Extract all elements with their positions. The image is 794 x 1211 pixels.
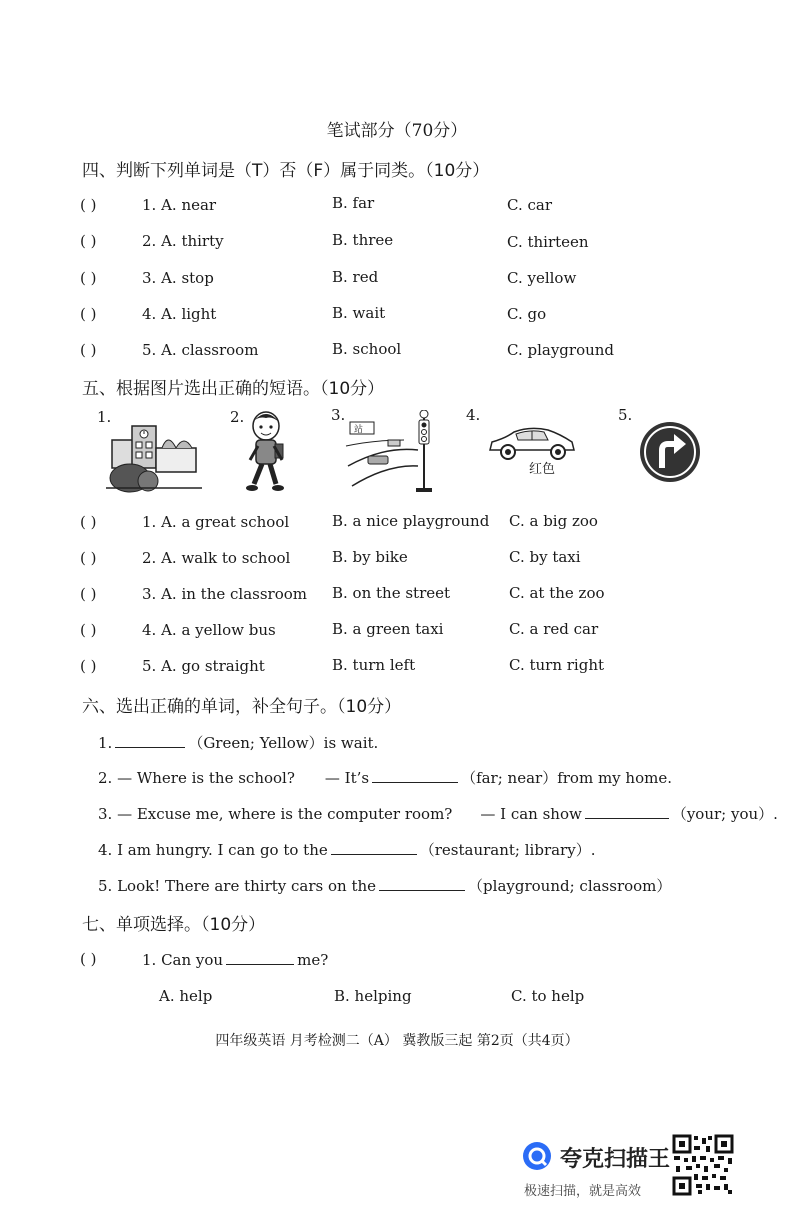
sentence-text: （Green; Yellow）is wait. bbox=[188, 734, 379, 752]
option-c: C. turn right bbox=[509, 656, 605, 674]
answer-blank[interactable] bbox=[379, 876, 465, 891]
car-picture bbox=[486, 422, 578, 462]
option-a: 4. A. a yellow bus bbox=[142, 621, 276, 639]
option-c: C. thirteen bbox=[507, 233, 589, 251]
picture-number: 4. bbox=[466, 406, 481, 424]
option-a: 4. A. light bbox=[142, 305, 217, 323]
section-6-heading: 六、选出正确的单词，补全句子。（10分） bbox=[82, 697, 402, 717]
picture-number: 5. bbox=[618, 406, 633, 424]
sentence-text: （far; near）from my home. bbox=[461, 769, 672, 787]
sentence-text: （restaurant; library）. bbox=[419, 841, 596, 859]
option-c: C. to help bbox=[511, 987, 585, 1005]
page-title: 笔试部分（70分） bbox=[326, 121, 468, 141]
option-a: 5. A. go straight bbox=[142, 657, 265, 675]
answer-paren[interactable]: ( ) bbox=[80, 232, 97, 250]
section-7-heading: 七、单项选择。（10分） bbox=[82, 915, 266, 935]
answer-paren[interactable]: ( ) bbox=[80, 269, 97, 287]
sentence-text: 2. — Where is the school? bbox=[98, 769, 295, 787]
option-a: 3. A. in the classroom bbox=[142, 585, 307, 603]
option-b: B. turn left bbox=[332, 656, 416, 674]
street-sign-text: 站 bbox=[354, 425, 364, 435]
option-b: B. far bbox=[332, 194, 375, 212]
option-b: B. helping bbox=[334, 987, 412, 1005]
option-a: 3. A. stop bbox=[142, 269, 214, 287]
sentence-text: 1. bbox=[98, 734, 113, 752]
answer-paren[interactable]: ( ) bbox=[80, 341, 97, 359]
option-b: B. by bike bbox=[332, 548, 408, 566]
answer-paren[interactable]: ( ) bbox=[80, 513, 97, 531]
choice-question-1 bbox=[142, 950, 328, 969]
answer-paren[interactable]: ( ) bbox=[80, 950, 97, 968]
option-c: C. by taxi bbox=[509, 548, 581, 566]
option-a: A. help bbox=[159, 987, 213, 1005]
sentence-text: — I can show bbox=[480, 805, 582, 823]
picture-number: 1. bbox=[97, 408, 112, 426]
sentence-text: 5. Look! There are thirty cars on the bbox=[98, 877, 377, 895]
boy-walking-picture bbox=[242, 408, 290, 494]
option-b: B. school bbox=[332, 340, 402, 358]
school-building-picture bbox=[106, 418, 202, 494]
sentence-text: 4. I am hungry. I can go to the bbox=[98, 841, 328, 859]
option-c: C. go bbox=[507, 305, 547, 323]
option-c: C. a big zoo bbox=[509, 512, 598, 530]
option-a: 1. A. near bbox=[142, 196, 217, 214]
fill-sentence-5 bbox=[98, 875, 671, 896]
sentence-text: — It’s bbox=[324, 769, 370, 787]
answer-blank[interactable] bbox=[372, 768, 458, 783]
option-c: C. at the zoo bbox=[509, 584, 605, 602]
option-a: 2. A. walk to school bbox=[142, 549, 291, 567]
option-b: B. wait bbox=[332, 304, 386, 322]
fill-sentence-4 bbox=[98, 839, 595, 860]
picture-number: 3. bbox=[331, 406, 346, 424]
sentence-text: （your; you）. bbox=[671, 805, 778, 823]
watermark-slogan: 极速扫描，就是高效 bbox=[524, 1184, 642, 1199]
answer-paren[interactable]: ( ) bbox=[80, 549, 97, 567]
option-a: 1. A. a great school bbox=[142, 513, 290, 531]
option-c: C. car bbox=[507, 196, 552, 214]
section-4-heading: 四、判断下列单词是（T）否（F）属于同类。（10分） bbox=[82, 161, 490, 181]
fill-sentence-1 bbox=[98, 732, 378, 753]
qr-code-icon[interactable] bbox=[672, 1134, 734, 1196]
option-b: B. on the street bbox=[332, 584, 451, 602]
option-c: C. yellow bbox=[507, 269, 577, 287]
quark-logo-icon bbox=[522, 1141, 552, 1171]
sentence-text: 3. — Excuse me, where is the computer room? bbox=[98, 805, 453, 823]
answer-paren[interactable]: ( ) bbox=[80, 621, 97, 639]
car-color-label: 红色 bbox=[529, 462, 556, 477]
option-b: B. a nice playground bbox=[332, 512, 490, 530]
answer-blank[interactable] bbox=[331, 840, 417, 855]
turn-right-sign-icon bbox=[638, 420, 702, 484]
fill-sentence-2 bbox=[98, 767, 672, 788]
option-c: C. playground bbox=[507, 341, 615, 359]
answer-blank[interactable] bbox=[115, 733, 185, 748]
option-b: B. a green taxi bbox=[332, 620, 444, 638]
option-b: B. red bbox=[332, 268, 379, 286]
option-b: B. three bbox=[332, 231, 394, 249]
answer-paren[interactable]: ( ) bbox=[80, 305, 97, 323]
answer-paren[interactable]: ( ) bbox=[80, 585, 97, 603]
section-5-heading: 五、根据图片选出正确的短语。（10分） bbox=[82, 379, 385, 399]
option-a: 2. A. thirty bbox=[142, 232, 224, 250]
picture-number: 2. bbox=[230, 408, 245, 426]
watermark-name: 夸克扫描王 bbox=[560, 1147, 671, 1172]
option-c: C. a red car bbox=[509, 620, 599, 638]
sentence-text: （playground; classroom） bbox=[468, 877, 672, 895]
page-footer: 四年级英语 月考检测二（A） 冀教版三起 第2页（共4页） bbox=[215, 1033, 579, 1049]
question-stem: 1. Can you bbox=[142, 951, 224, 969]
street-picture bbox=[344, 410, 440, 494]
option-a: 5. A. classroom bbox=[142, 341, 259, 359]
question-stem: me? bbox=[297, 951, 329, 969]
answer-blank[interactable] bbox=[585, 804, 669, 819]
answer-paren[interactable]: ( ) bbox=[80, 657, 97, 675]
answer-blank[interactable] bbox=[226, 950, 294, 965]
answer-paren[interactable]: ( ) bbox=[80, 196, 97, 214]
fill-sentence-3 bbox=[98, 803, 778, 824]
